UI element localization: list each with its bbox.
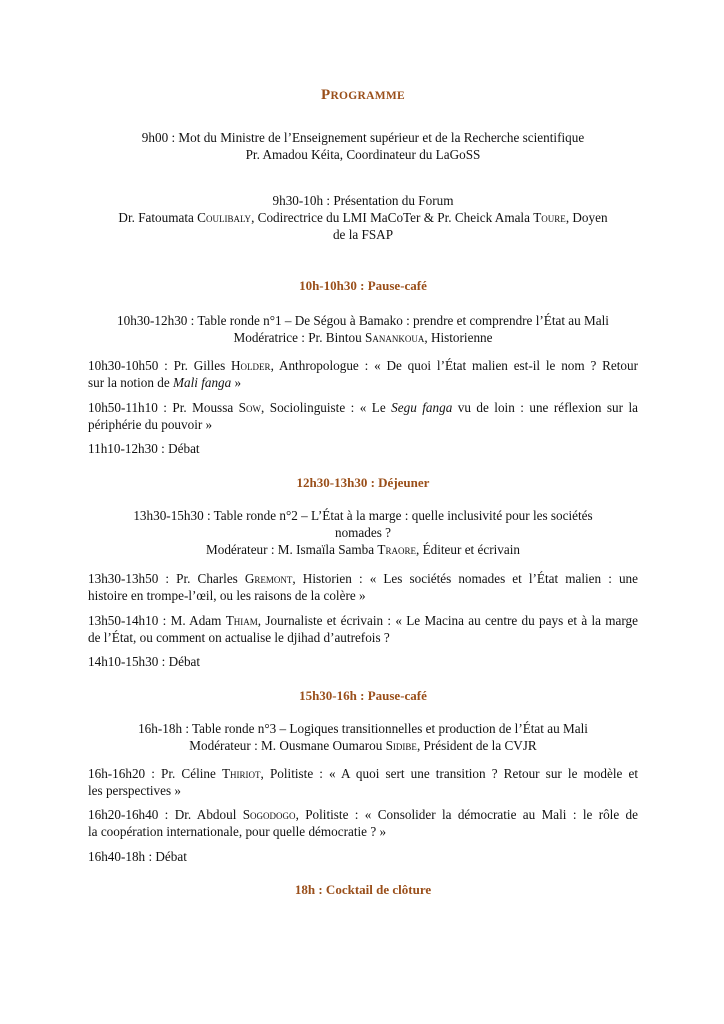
- round-table-2-debate: 14h10-15h30 : Débat: [88, 654, 201, 669]
- round-table-2-talk-2: 13h50-14h10 : M. Adam Thiam, Journaliste et écrivain : « Le Macina au centre du pays et à la marge de l’État, ou comment on actualise le djihad d’autrefois ?: [88, 613, 638, 645]
- opening-block: [88, 129, 638, 163]
- page-title: PROGRAMME: [320, 87, 406, 103]
- lunch-break: 12h30-13h30 : Déjeuner: [296, 475, 430, 490]
- round-table-3-title: 16h-18h : Table ronde n°3 – Logiques transitionnelles et production de l’État au Mali: [138, 721, 588, 736]
- forum-line-3: de la FSAP: [332, 227, 394, 242]
- round-table-1-talk-2: 10h50-11h10 : Pr. Moussa Sow, Sociolinguiste : « Le Segu fanga vu de loin : une réflexion sur la périphérie du pouvoir »: [88, 400, 638, 432]
- opening-line-2: Pr. Amadou Kéita, Coordinateur du LaGoSS: [245, 147, 481, 162]
- round-table-1-debate: 11h10-12h30 : Débat: [88, 441, 200, 456]
- round-table-3-debate: 16h40-18h : Débat: [88, 849, 187, 864]
- round-table-1-header: [88, 312, 638, 346]
- round-table-2-header: [88, 507, 638, 558]
- forum-line-2: Dr. Fatoumata Coulibaly, Codirectrice du LMI MaCoTer & Pr. Cheick Amala Toure, Doyen: [118, 210, 608, 225]
- round-table-3-header: [88, 720, 638, 754]
- round-table-2-title: 13h30-15h30 : Table ronde n°2 – L’État à la marge : quelle inclusivité pour les sociétés: [133, 508, 593, 523]
- round-table-3-talk-1: 16h-16h20 : Pr. Céline Thiriot, Politiste : « A quoi sert une transition ? Retour sur le modèle et les perspectives »: [88, 766, 638, 798]
- round-table-2-title-2: nomades ?: [334, 525, 392, 540]
- closing-cocktail: 18h : Cocktail de clôture: [294, 882, 432, 897]
- round-table-3-talk-2: 16h20-16h40 : Dr. Abdoul Sogodogo, Politiste : « Consolider la démocratie au Mali : le rôle de la coopération internationale, pour quelle démocratie ? »: [88, 807, 638, 839]
- round-table-2-moderator: Modérateur : M. Ismaïla Samba Traore, Éditeur et écrivain: [206, 542, 520, 557]
- round-table-1-moderator: Modératrice : Pr. Bintou Sanankoua, Historienne: [233, 330, 493, 345]
- opening-line-1: 9h00 : Mot du Ministre de l’Enseignement supérieur et de la Recherche scientifique: [141, 130, 585, 145]
- round-table-2-talk-1: 13h30-13h50 : Pr. Charles Gremont, Historien : « Les sociétés nomades et l’État malien : une histoire en trompe-l’œil, ou les raisons de la colère »: [88, 571, 638, 603]
- round-table-3-moderator: Modérateur : M. Ousmane Oumarou Sidibe, Président de la CVJR: [189, 738, 537, 753]
- coffee-break-2: 15h30-16h : Pause-café: [299, 688, 427, 703]
- forum-block: [88, 192, 638, 243]
- coffee-break-1: 10h-10h30 : Pause-café: [299, 278, 427, 293]
- forum-line-1: 9h30-10h : Présentation du Forum: [272, 193, 454, 208]
- round-table-1-talk-1: 10h30-10h50 : Pr. Gilles Holder, Anthropologue : « De quoi l’État malien est-il le nom ? Retour sur la notion de Mali fanga »: [88, 358, 639, 390]
- round-table-1-title: 10h30-12h30 : Table ronde n°1 – De Ségou à Bamako : prendre et comprendre l’État au Mali: [117, 313, 609, 328]
